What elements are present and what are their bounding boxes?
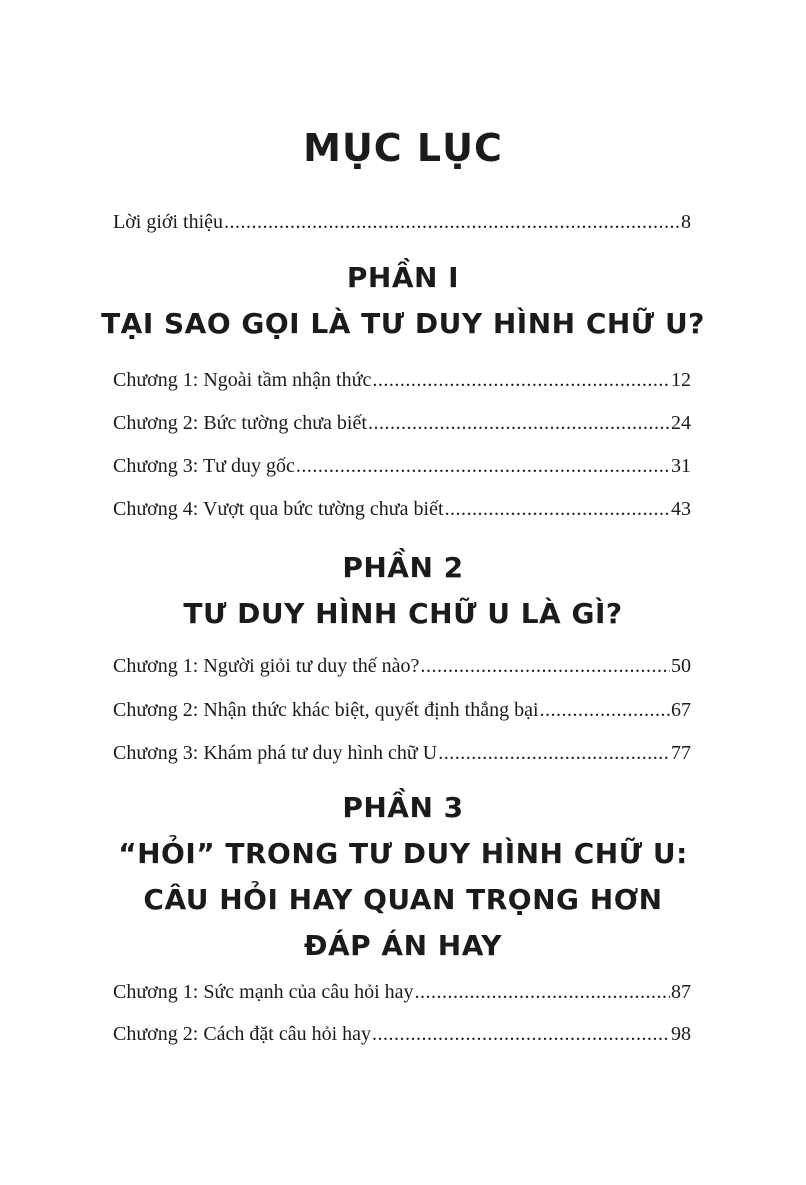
toc-entry [113,978,691,1006]
entry-label: Chương 1: Người giỏi tư duy thế nào? [113,655,420,677]
dot-leader [224,208,680,236]
entry-label: Chương 1: Ngoài tầm nhận thức [113,369,372,391]
dot-leader [415,978,670,1006]
toc-entry [113,1020,691,1048]
entry-page-number: 77 [671,742,691,764]
toc-entry-intro [113,208,691,236]
dot-leader [372,1020,670,1048]
part-2-number: PHẦN 2 [342,551,464,584]
dot-leader [438,739,670,767]
toc-entry [113,652,691,680]
entry-label: Chương 2: Cách đặt câu hỏi hay [113,1023,372,1045]
dot-leader [420,652,670,680]
toc-title: MỤC LỤC [303,126,503,170]
dot-leader [296,452,670,480]
part-2-title: TƯ DUY HÌNH CHỮ U LÀ GÌ? [183,597,623,630]
entry-page-number: 43 [671,498,691,520]
entry-page-number: 24 [671,412,691,434]
part-3-title-line-2: CÂU HỎI HAY QUAN TRỌNG HƠN [143,883,663,916]
part-2-heading [0,545,806,637]
entry-label: Chương 2: Bức tường chưa biết [113,412,367,434]
entry-page-number: 87 [671,981,691,1003]
entry-page-number: 8 [681,211,691,233]
entry-label: Chương 1: Sức mạnh của câu hỏi hay [113,981,414,1003]
part-3-heading [0,785,806,969]
dot-leader [372,366,670,394]
entry-page-number: 12 [671,369,691,391]
part-3-title-line-1: “HỎI” TRONG TƯ DUY HÌNH CHỮ U: [118,837,688,870]
toc-entry [113,366,691,394]
entry-label: Chương 3: Tư duy gốc [113,455,295,477]
part-3-title-line-3: ĐÁP ÁN HAY [304,929,502,962]
toc-entry [113,739,691,767]
entry-label: Chương 4: Vượt qua bức tường chưa biết [113,498,444,520]
toc-entry [113,409,691,437]
dot-leader [368,409,670,437]
part-1-title: TẠI SAO GỌI LÀ TƯ DUY HÌNH CHỮ U? [101,307,705,340]
entry-label: Lời giới thiệu [113,211,224,233]
entry-page-number: 67 [671,699,691,721]
part-1-heading [0,255,806,347]
part-1-number: PHẦN I [346,261,460,294]
toc-entry [113,495,691,523]
entry-page-number: 98 [671,1023,691,1045]
toc-entry [113,452,691,480]
toc-entry [113,696,691,724]
dot-leader [445,495,670,523]
entry-label: Chương 3: Khám phá tư duy hình chữ U [113,742,438,764]
entry-label: Chương 2: Nhận thức khác biệt, quyết định thắng bại [113,699,539,721]
entry-page-number: 50 [671,655,691,677]
dot-leader [540,696,670,724]
part-3-number: PHẦN 3 [342,791,464,824]
entry-page-number: 31 [671,455,691,477]
